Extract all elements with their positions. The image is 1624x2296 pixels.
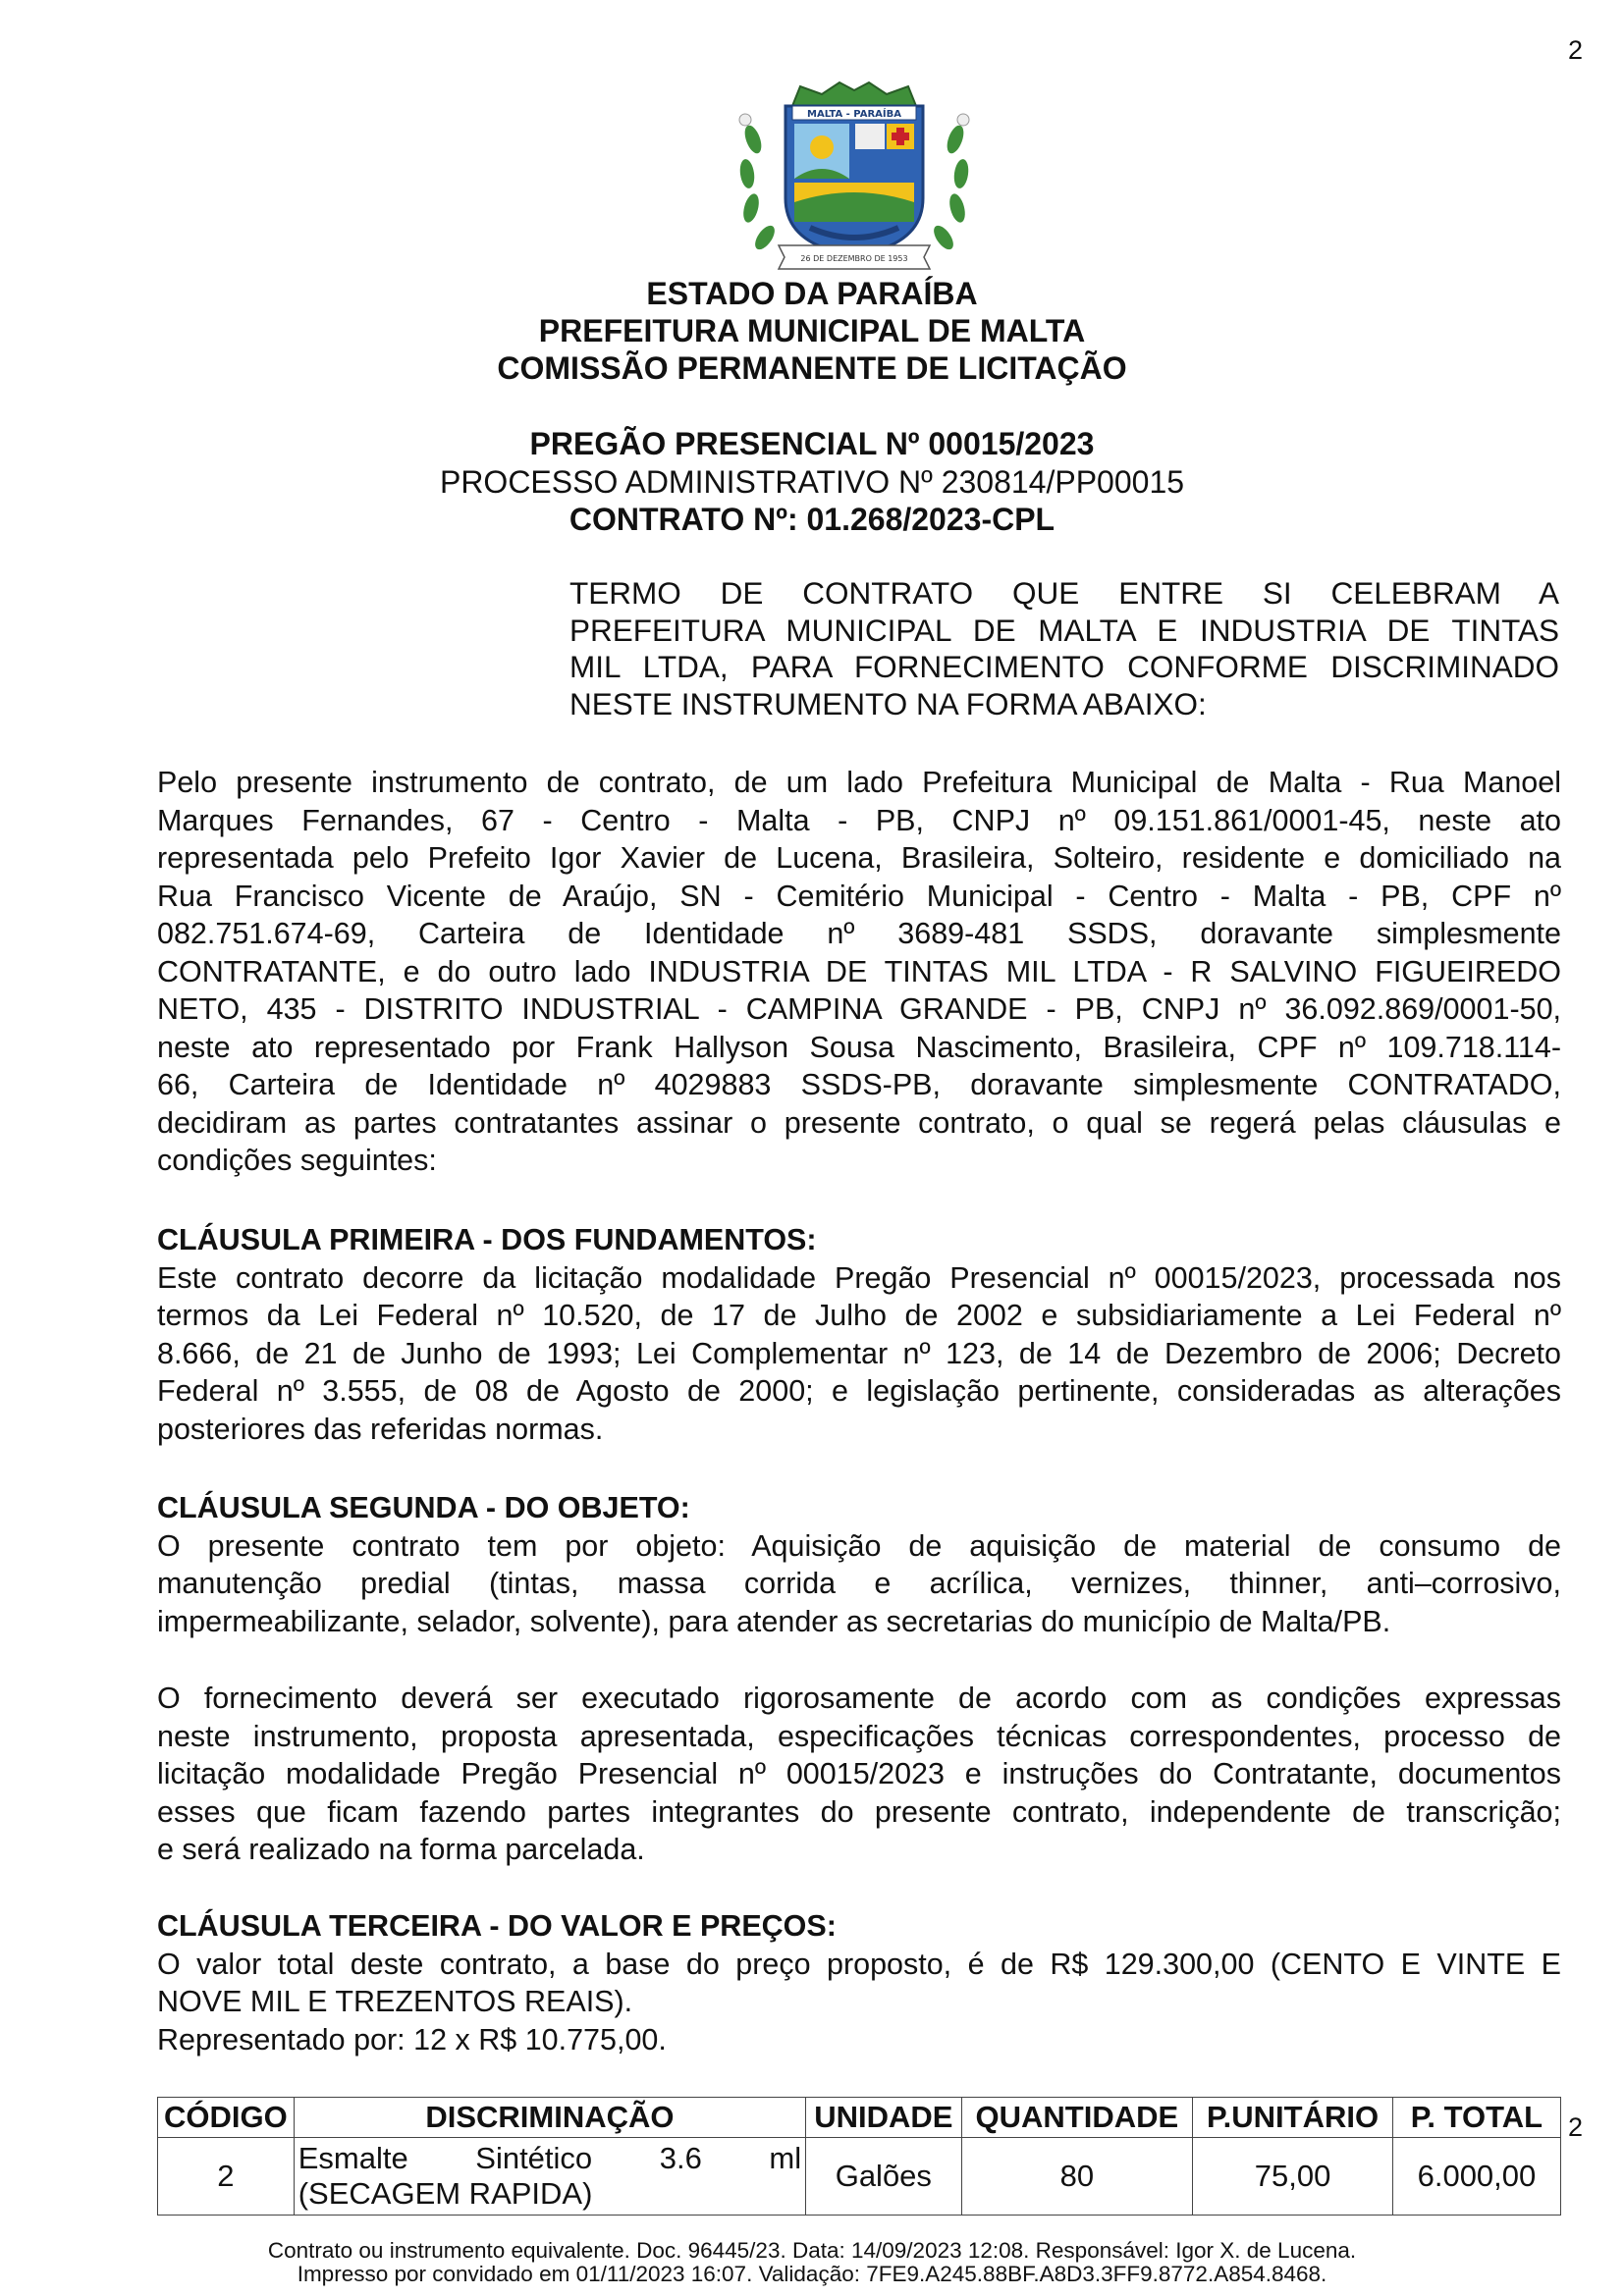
preamble-line: CONTRATANTE, e do outro lado INDUSTRIA DE TINTAS MIL LTDA - R SALVINO FIGUEIREDO: [157, 954, 1561, 988]
clausula-line: O fornecimento deverá ser executado rigorosamente de acordo com as condições expressas: [157, 1682, 1561, 1715]
clausula-line: impermeabilizante, selador, solvente), para atender as secretarias do município de Malta/PB.: [157, 1604, 1391, 1638]
clausula-line: posteriores das referidas normas.: [157, 1412, 604, 1446]
preamble-line: decidiram as partes contratantes assinar o presente contrato, o qual se regerá pelas cláusulas e: [157, 1105, 1561, 1140]
clausula-line: 8.666, de 21 de Junho de 1993; Lei Complementar nº 123, de 14 de Dezembro de 2006; Decreto: [157, 1336, 1561, 1370]
clausula-primeira: [157, 1221, 1561, 1448]
clausula-line: licitação modalidade Pregão Presencial nº 00015/2023 e instruções do Contratante, documentos: [157, 1757, 1561, 1790]
header-p-total: P. TOTAL: [1392, 2098, 1560, 2138]
clausula-heading: CLÁUSULA TERCEIRA - DO VALOR E PREÇOS:: [157, 1909, 837, 1943]
prefeitura-title: PREFEITURA MUNICIPAL DE MALTA: [538, 313, 1086, 348]
cell-p-unitario: 75,00: [1193, 2138, 1393, 2216]
pregao-title: PREGÃO PRESENCIAL Nº 00015/2023: [529, 426, 1095, 461]
preamble-line: neste ato representado por Frank Hallyson Sousa Nascimento, Brasileira, CPF nº 109.718.114-: [157, 1030, 1561, 1064]
contract-term-summary: [569, 575, 1559, 722]
cell-discriminacao: [294, 2138, 805, 2216]
cell-quantidade: 80: [961, 2138, 1193, 2216]
clausula-line: e será realizado na forma parcelada.: [157, 1833, 645, 1866]
cell-codigo: 2: [158, 2138, 295, 2216]
preamble-line: Rua Francisco Vicente de Araújo, SN - Cemitério Municipal - Centro - Malta - PB, CPF nº: [157, 879, 1561, 913]
footer-line-2: Impresso por convidado em 01/11/2023 16:07. Validação: 7FE9.A245.88BF.A8D3.3FF9.8772.A854.8468.: [297, 2262, 1327, 2286]
state-title: ESTADO DA PARAÍBA: [646, 276, 978, 311]
clausula-line: Federal nº 3.555, de 08 de Agosto de 2000; e legislação pertinente, consideradas as alterações: [157, 1374, 1561, 1408]
preamble-line: condições seguintes:: [157, 1144, 437, 1177]
preamble-paragraph: [157, 764, 1561, 1180]
clausula-line: O presente contrato tem por objeto: Aquisição de aquisição de material de consumo de: [157, 1528, 1561, 1563]
clausula-line: Representado por: 12 x R$ 10.775,00.: [157, 2022, 667, 2056]
clausula-line: manutenção predial (tintas, massa corrida e acrílica, vernizes, thinner, anti–corrosivo,: [157, 1567, 1561, 1600]
termo-line: PREFEITURA MUNICIPAL DE MALTA E INDUSTRIA DE TINTAS: [569, 612, 1559, 648]
header-unidade: UNIDADE: [806, 2098, 961, 2138]
header-quantidade: QUANTIDADE: [961, 2098, 1193, 2138]
municipal-coat-of-arms: [731, 80, 977, 277]
laurel-right-icon: [930, 124, 970, 253]
termo-line: MIL LTDA, PARA FORNECIMENTO CONFORME DISCRIMINADO: [569, 649, 1559, 684]
cell-p-total: 6.000,00: [1392, 2138, 1560, 2216]
footer-line-1: Contrato ou instrumento equivalente. Doc. 96445/23. Data: 14/09/2023 12:08. Responsável: Igor X. de Lucena.: [267, 2238, 1357, 2263]
preamble-line: Pelo presente instrumento de contrato, de um lado Prefeitura Municipal de Malta - Rua Manoel: [157, 766, 1561, 799]
svg-text:MALTA - PARAÍBA: MALTA - PARAÍBA: [807, 109, 901, 120]
header-discriminacao: DISCRIMINAÇÃO: [294, 2098, 805, 2138]
preamble-line: NETO, 435 - DISTRITO INDUSTRIAL - CAMPINA GRANDE - PB, CNPJ nº 36.092.869/0001-50,: [157, 992, 1561, 1026]
clausula-heading: CLÁUSULA PRIMEIRA - DOS FUNDAMENTOS:: [157, 1223, 817, 1256]
desc-line: Esmalte Sintético 3.6 ml: [298, 2141, 802, 2175]
header-codigo: CÓDIGO: [158, 2098, 295, 2138]
clausula-line: esses que ficam fazendo partes integrantes do presente contrato, independente de transcrição;: [157, 1794, 1561, 1829]
clausula-segunda-fornecimento: [157, 1680, 1561, 1869]
table-row: [158, 2138, 1561, 2216]
clausula-line: Este contrato decorre da licitação modalidade Pregão Presencial nº 00015/2023, processada nos: [157, 1260, 1561, 1295]
preamble-line: 66, Carteira de Identidade nº 4029883 SSDS-PB, doravante simplesmente CONTRATADO,: [157, 1068, 1561, 1101]
preamble-line: 082.751.674-69, Carteira de Identidade nº 3689-481 SSDS, doravante simplesmente: [157, 917, 1561, 950]
table-header-row: [158, 2098, 1561, 2138]
page-number-top: 2: [1567, 35, 1583, 65]
clausula-line: NOVE MIL E TREZENTOS REAIS).: [157, 1985, 633, 2018]
header-p-unitario: P.UNITÁRIO: [1193, 2098, 1393, 2138]
preamble-line: representada pelo Prefeito Igor Xavier de Lucena, Brasileira, Solteiro, residente e domiciliado na: [157, 841, 1561, 875]
processo-title: PROCESSO ADMINISTRATIVO Nº 230814/PP00015: [439, 464, 1185, 500]
laurel-left-icon: [738, 124, 779, 253]
desc-line: (SECAGEM RAPIDA): [298, 2176, 593, 2211]
page-number-bottom: 2: [1567, 2112, 1583, 2142]
clausula-line: O valor total deste contrato, a base do preço proposto, é de R$ 129.300,00 (CENTO E VINTE E: [157, 1947, 1561, 1981]
termo-line: NESTE INSTRUMENTO NA FORMA ABAIXO:: [569, 685, 1207, 721]
clausula-heading: CLÁUSULA SEGUNDA - DO OBJETO:: [157, 1491, 690, 1524]
clausula-segunda: [157, 1489, 1561, 1640]
clausula-terceira: [157, 1907, 1561, 2058]
clausula-line: termos da Lei Federal nº 10.520, de 17 de Julho de 2002 e subsidiariamente a Lei Federal nº: [157, 1299, 1561, 1332]
termo-line: TERMO DE CONTRATO QUE ENTRE SI CELEBRAM A: [569, 575, 1559, 611]
contrato-title: CONTRATO Nº: 01.268/2023-CPL: [568, 502, 1056, 537]
items-table: [157, 2097, 1561, 2216]
svg-text:26 DE DEZEMBRO DE 1953: 26 DE DEZEMBRO DE 1953: [800, 254, 908, 263]
preamble-line: Marques Fernandes, 67 - Centro - Malta - PB, CNPJ nº 09.151.861/0001-45, neste ato: [157, 803, 1561, 837]
cell-unidade: Galões: [806, 2138, 961, 2216]
clausula-line: neste instrumento, proposta apresentada, especificações técnicas correspondentes, processo de: [157, 1719, 1561, 1753]
comissao-title: COMISSÃO PERMANENTE DE LICITAÇÃO: [497, 350, 1127, 386]
